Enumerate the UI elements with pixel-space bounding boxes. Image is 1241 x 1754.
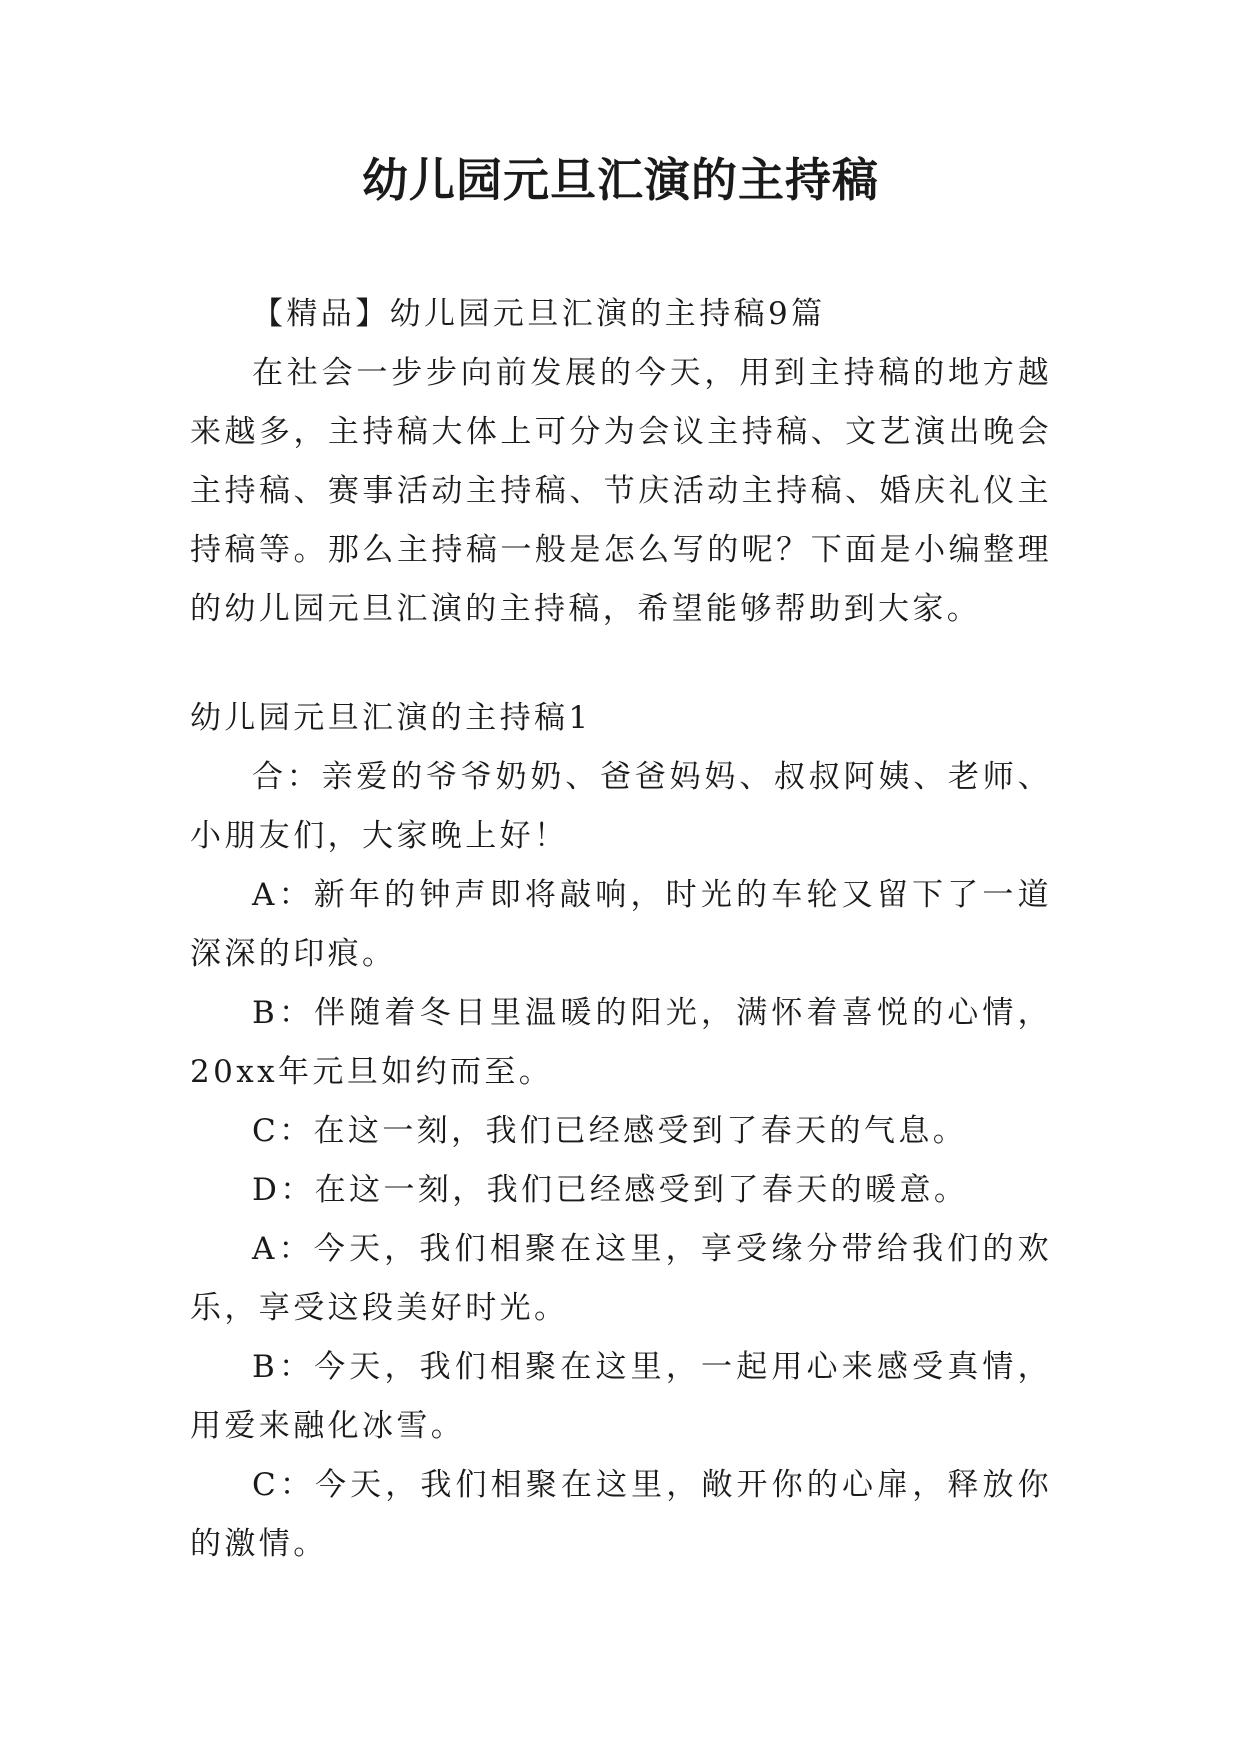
script-line: B：伴随着冬日里温暖的阳光，满怀着喜悦的心情，20xx年元旦如约而至。 bbox=[190, 995, 1052, 1090]
script-line: 合：亲爱的爷爷奶奶、爸爸妈妈、叔叔阿姨、老师、小朋友们，大家晚上好！ bbox=[190, 759, 1052, 854]
script-line: D：在这一刻，我们已经感受到了春天的暖意。 bbox=[252, 1172, 969, 1208]
document-title: 幼儿园元旦汇演的主持稿 bbox=[362, 153, 879, 207]
script-line: C：今天，我们相聚在这里，敞开你的心扉，释放你的激情。 bbox=[190, 1467, 1052, 1562]
intro-paragraph: 在社会一步步向前发展的今天，用到主持稿的地方越来越多，主持稿大体上可分为会议主持稿、文艺演出晚会主持稿、赛事活动主持稿、节庆活动主持稿、婚庆礼仪主持稿等。那么主持稿一般是怎么写的呢？下面是小编整理的幼儿园元旦汇演的主持稿，希望能够帮助到大家。 bbox=[190, 355, 1052, 627]
document-body bbox=[190, 285, 1052, 1574]
script-line: A：今天，我们相聚在这里，享受缘分带给我们的欢乐，享受这段美好时光。 bbox=[190, 1231, 1052, 1326]
section-heading: 幼儿园元旦汇演的主持稿1 bbox=[190, 700, 592, 736]
intro-heading: 【精品】幼儿园元旦汇演的主持稿9篇 bbox=[252, 296, 826, 332]
script-line: B：今天，我们相聚在这里，一起用心来感受真情，用爱来融化冰雪。 bbox=[190, 1349, 1052, 1444]
script-line: A：新年的钟声即将敲响，时光的车轮又留下了一道深深的印痕。 bbox=[190, 877, 1052, 972]
script-line: C：在这一刻，我们已经感受到了春天的气息。 bbox=[252, 1113, 968, 1149]
